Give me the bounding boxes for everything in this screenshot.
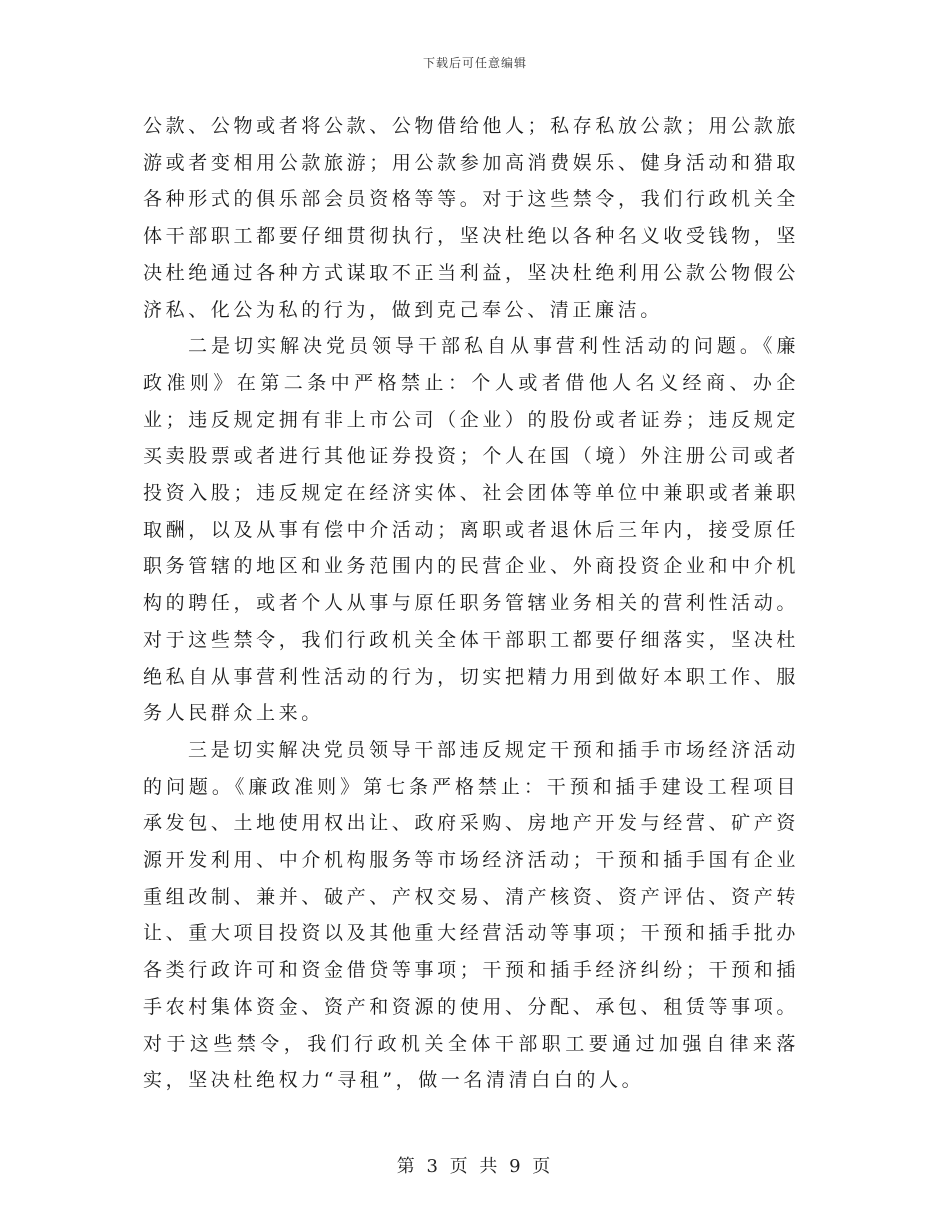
page-number-footer: 第 3 页 共 9 页 bbox=[396, 1156, 554, 1177]
paragraph-point-three: 三是切实解决党员领导干部违反规定干预和插手市场经济活动的问题。《廉政准则》第七条严格禁止：干预和插手建设工程项目承发包、土地使用权出让、政府采购、房地产开发与经营、矿产资源开发利用、中介机构服务等市场经济活动；干预和插手国有企业重组改制、兼并、破产、产权交易、清产核资、资产评估、资产转让、重大项目投资以及其他重大经营活动等事项；干预和插手批办各类行政许可和资金借贷等事项；干预和插手经济纠纷；干预和插手农村集体资金、资产和资源的使用、分配、承包、租赁等事项。对于这些禁令，我们行政机关全体干部职工要通过加强自律来落实，坚决杜绝权力“寻租”，做一名清清白白的人。 bbox=[143, 738, 799, 1092]
paragraph-point-two: 二是切实解决党员领导干部私自从事营利性活动的问题。《廉政准则》在第二条中严格禁止：个人或者借他人名义经商、办企业；违反规定拥有非上市公司（企业）的股份或者证券；违反规定买卖股票或者进行其他证券投资；个人在国（境）外注册公司或者投资入股；违反规定在经济实体、社会团体等单位中兼职或者兼职取酬，以及从事有偿中介活动；离职或者退休后三年内，接受原任职务管辖的地区和业务范围内的民营企业、外商投资企业和中介机构的聘任，或者个人从事与原任职务管辖业务相关的营利性活动。对于这些禁令，我们行政机关全体干部职工都要仔细落实，坚决杜绝私自从事营利性活动的行为，切实把精力用到做好本职工作、服务人民群众上来。 bbox=[143, 335, 799, 725]
document-body bbox=[143, 108, 799, 1099]
paragraph-continuation: 公款、公物或者将公款、公物借给他人；私存私放公款；用公款旅游或者变相用公款旅游；用公款参加高消费娱乐、健身活动和猎取各种形式的俱乐部会员资格等等。对于这些禁令，我们行政机关全体干部职工都要仔细贯彻执行，坚决杜绝以各种名义收受钱物，坚决杜绝通过各种方式谋取不正当利益，坚决杜绝利用公款公物假公济私、化公为私的行为，做到克己奉公、清正廉洁。 bbox=[143, 115, 799, 321]
page-header: 下载后可任意编辑 bbox=[422, 56, 527, 70]
